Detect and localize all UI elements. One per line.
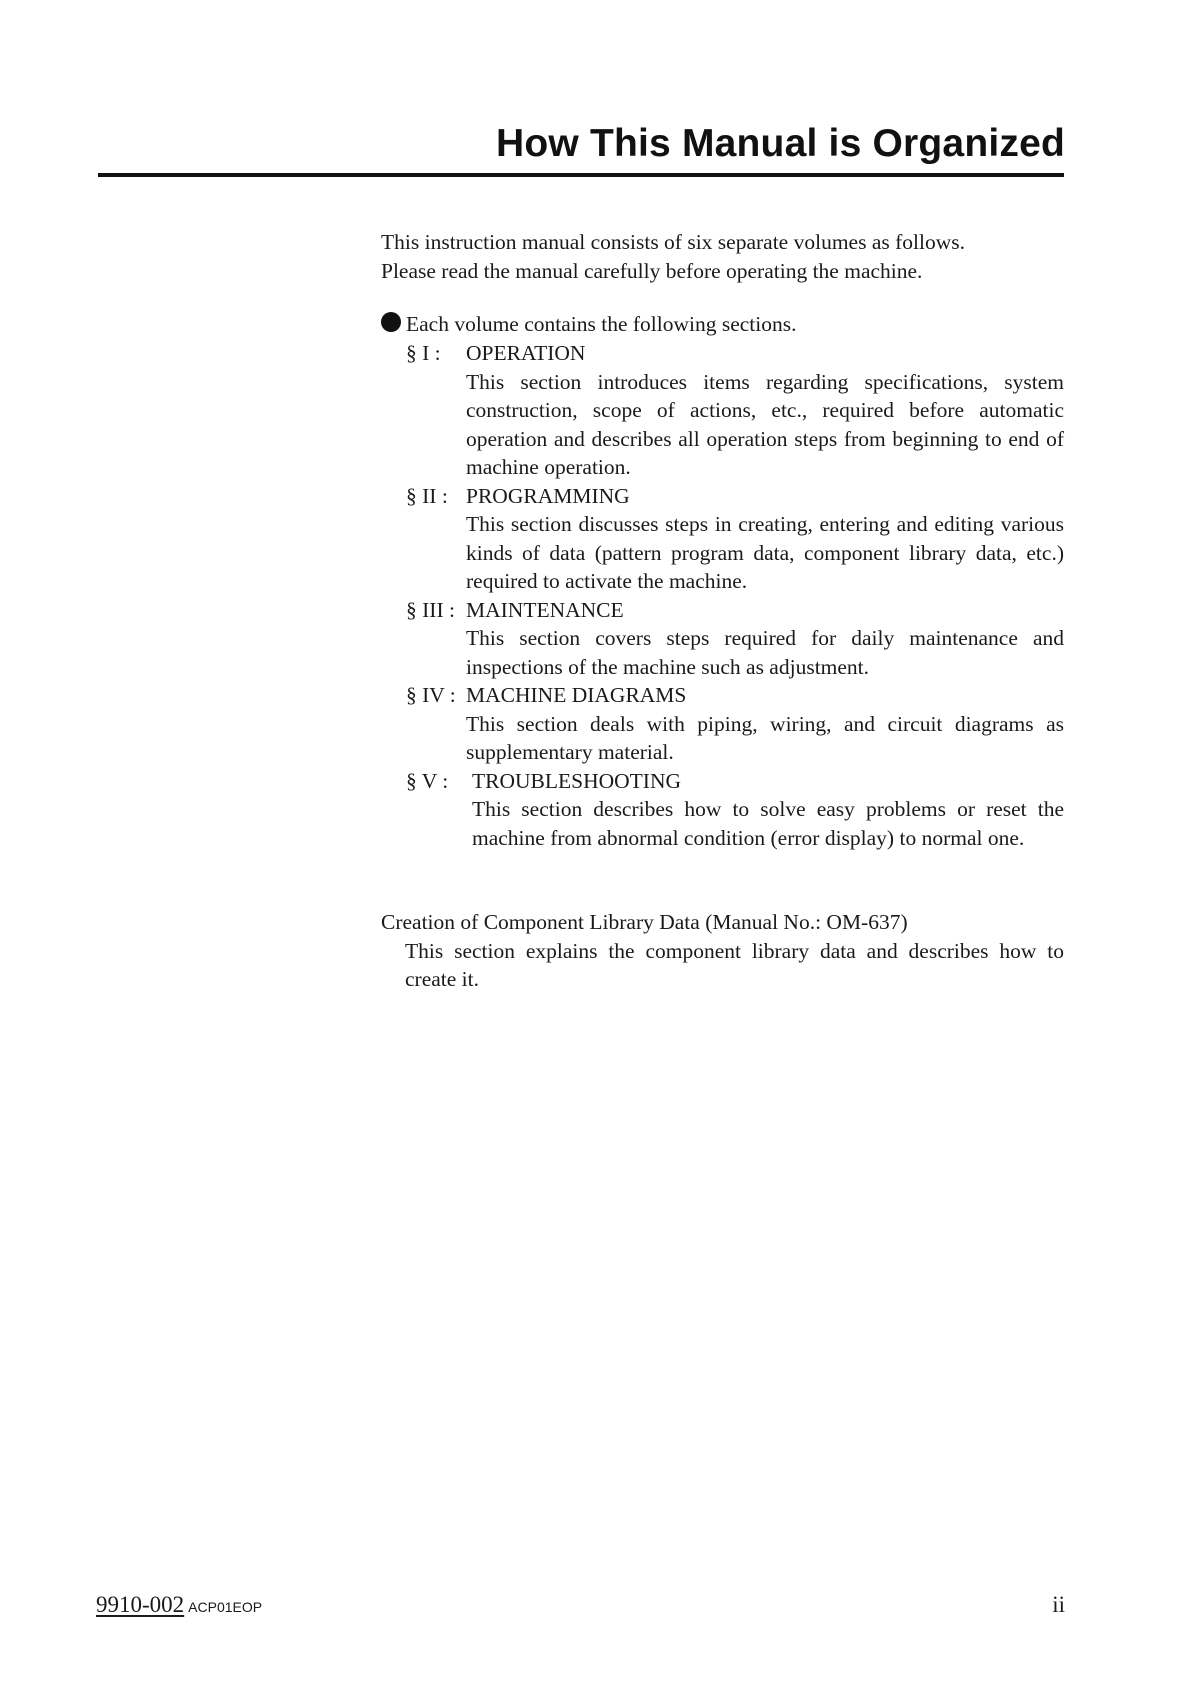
sections-heading-text: Each volume contains the following sections. (406, 312, 797, 336)
section-title: PROGRAMMING (466, 483, 630, 508)
section-number: § I : (406, 341, 441, 365)
section-item (406, 767, 1064, 853)
footer-file-id: ACP01EOP (188, 1599, 263, 1615)
section-title: MAINTENANCE (466, 597, 624, 622)
sections-heading (381, 310, 797, 339)
creation-block (381, 908, 1064, 994)
section-number: § IV : (406, 683, 456, 707)
section-heading (406, 596, 1064, 625)
section-heading (406, 339, 1064, 368)
section-description: This section discusses steps in creating, entering and editing various kinds of data (pattern program data, component library data, etc.) required to activate the machine. (466, 512, 1064, 593)
page-title: How This Manual is Organized (495, 122, 1065, 165)
section-item (406, 482, 1064, 596)
section-list (406, 339, 1064, 852)
section-title: OPERATION (466, 341, 586, 365)
section-item (406, 681, 1064, 767)
intro-line-1: This instruction manual consists of six separate volumes as follows. (381, 230, 965, 254)
section-item (406, 596, 1064, 682)
section-title: TROUBLESHOOTING (472, 768, 682, 793)
section-description: This section describes how to solve easy problems or reset the machine from abnormal condition (error display) to normal one. (472, 797, 1064, 850)
creation-title: Creation of Component Library Data (Manual No.: OM-637) (381, 910, 908, 934)
section-number: § V : (406, 768, 449, 793)
footer-code: 9910-002 (96, 1592, 185, 1617)
title-rule (98, 173, 1064, 177)
footer-document-code (96, 1592, 262, 1618)
section-title: MACHINE DIAGRAMS (466, 683, 687, 707)
section-heading (406, 482, 1064, 511)
section-number: § III : (406, 597, 455, 622)
section-item (406, 339, 1064, 482)
intro-line-2: Please read the manual carefully before operating the machine. (381, 258, 923, 283)
intro-paragraph (381, 228, 1064, 285)
bullet-icon (381, 312, 401, 332)
section-description: This section deals with piping, wiring, and circuit diagrams as supplementary material. (466, 711, 1064, 764)
section-number: § II : (406, 483, 448, 508)
section-description: This section introduces items regarding specifications, system construction, scope of actions, etc., required before automatic operation and describes all operation steps from beginning to end of machine operation. (466, 369, 1064, 479)
section-description: This section covers steps required for daily maintenance and inspections of the machine such as adjustment. (466, 626, 1064, 679)
section-heading (406, 767, 1064, 796)
page-number: ii (1052, 1592, 1065, 1617)
section-heading (406, 681, 1064, 710)
creation-description: This section explains the component library data and describes how to create it. (405, 938, 1064, 991)
